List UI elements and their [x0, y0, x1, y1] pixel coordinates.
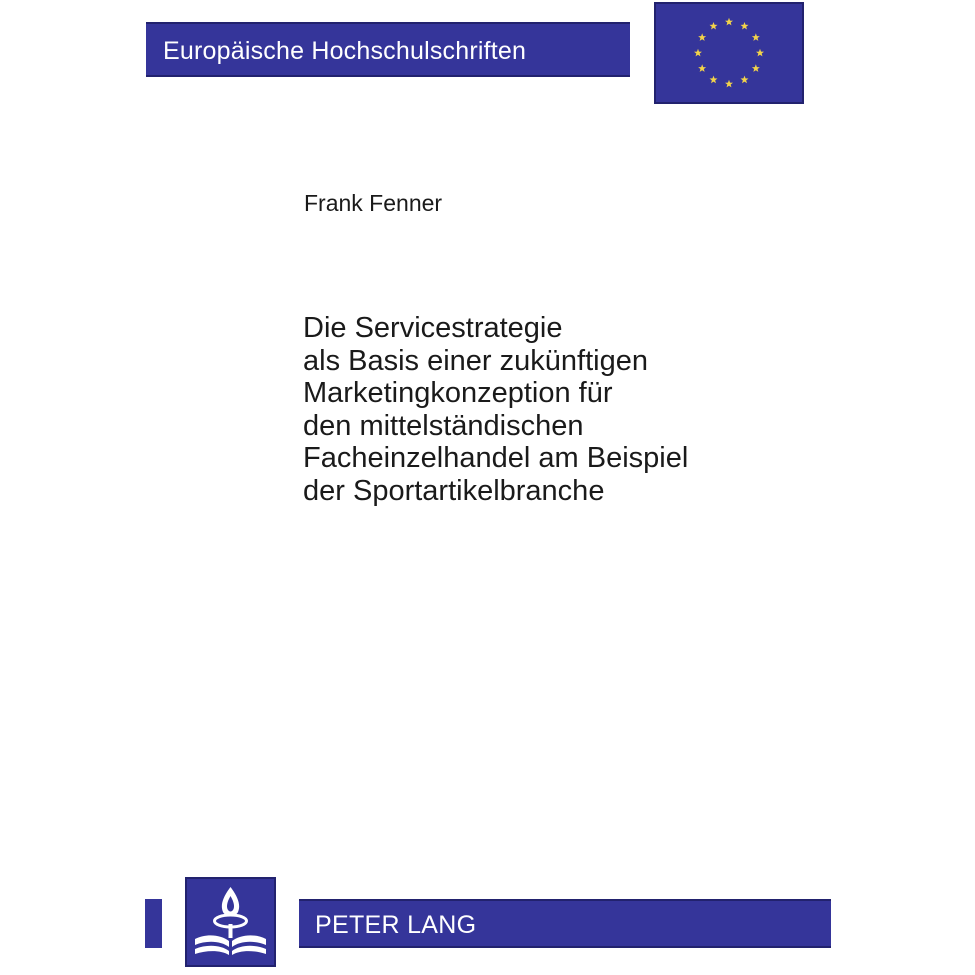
title-line: der Sportartikelbranche [303, 474, 605, 507]
publisher-accent-bar [145, 899, 162, 948]
star-icon [741, 22, 749, 30]
publisher-banner [299, 899, 831, 948]
star-icon [698, 33, 706, 41]
star-icon [710, 22, 718, 30]
book-title [303, 312, 688, 507]
star-icon [725, 80, 733, 88]
star-icon [710, 76, 718, 84]
title-line: Facheinzelhandel am Beispiel [303, 442, 689, 474]
series-title: Europäische Hochschulschriften [163, 37, 527, 65]
eu-flag [654, 2, 804, 104]
star-icon [752, 33, 760, 41]
series-banner [146, 22, 630, 77]
author-name: Frank Fenner [304, 190, 443, 216]
star-icon [698, 64, 706, 72]
title-line: Marketingkonzeption für [303, 377, 613, 409]
star-icon [725, 18, 733, 26]
publisher-name: PETER LANG [315, 911, 477, 939]
title-line: Die Servicestrategie [303, 312, 563, 344]
peter-lang-logo-icon [187, 879, 274, 965]
star-icon [752, 64, 760, 72]
title-line: den mittelständischen [303, 409, 584, 442]
publisher-logo [185, 877, 276, 967]
star-icon [694, 49, 702, 57]
star-icon [756, 49, 764, 57]
star-icon [741, 76, 749, 84]
eu-stars-icon [656, 4, 802, 102]
title-line: als Basis einer zukünftigen [303, 344, 648, 377]
